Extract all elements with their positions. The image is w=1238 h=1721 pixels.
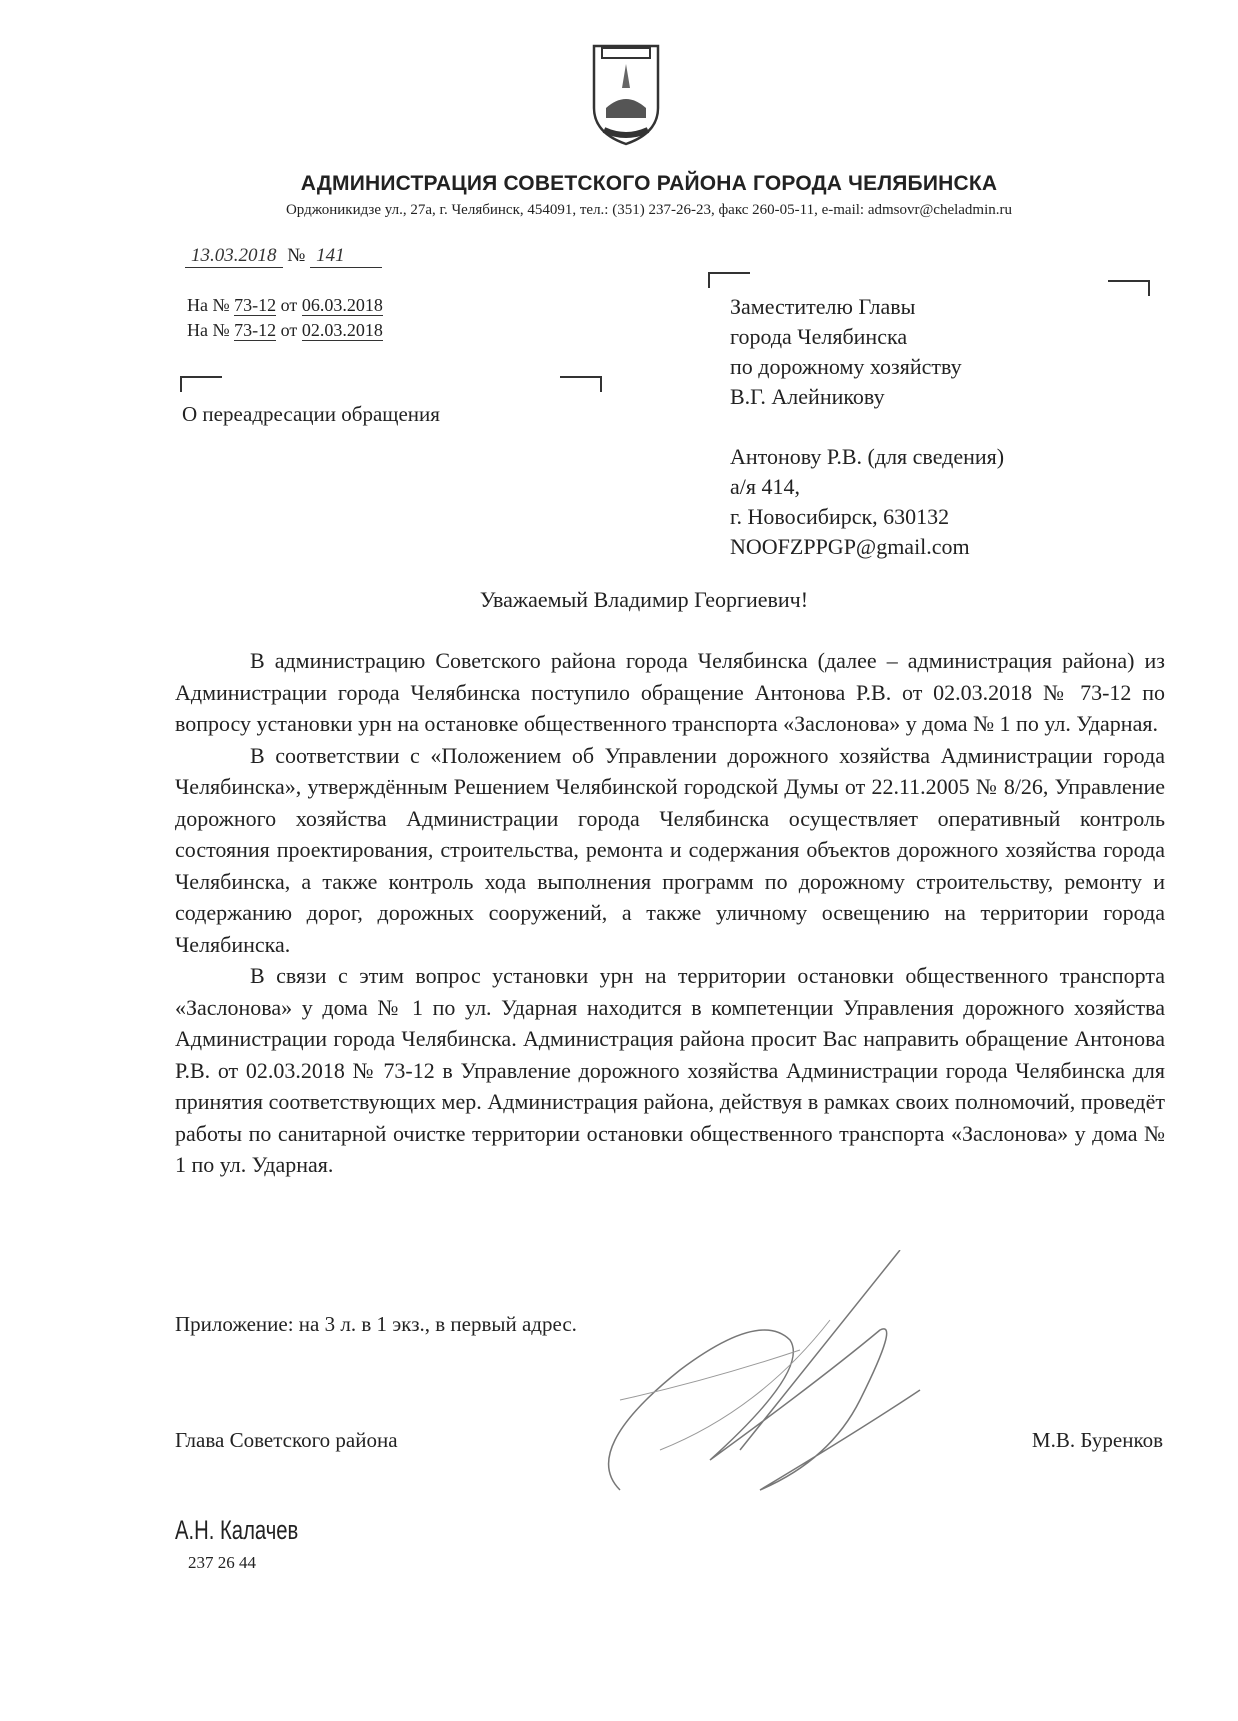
- coat-of-arms-logo: [588, 38, 664, 150]
- organization-title: АДМИНИСТРАЦИЯ СОВЕТСКОГО РАЙОНА ГОРОДА ЧЕЛЯБИНСКА: [300, 172, 998, 195]
- recipient-spacer: [730, 412, 1004, 442]
- registration-number: 141: [310, 245, 382, 268]
- letter-body: [175, 645, 1165, 1181]
- recipient-line: а/я 414,: [730, 474, 800, 499]
- body-paragraph: В связи с этим вопрос установки урн на территории остановки общественного транспорта «Заслонова» у дома № 1 по ул. Ударная находится в компетенции Управления дорожного хозяйства Администрации города Челябинска. Администрация района просит Вас направить обращение Антонова Р.В. от 02.03.2018 № 73-12 в Управление дорожного хозяйства Администрации города Челябинска для принятия соответствующих мер. Администрация района, действуя в рамках своих полномочий, проведёт работы по санитарной очистке территории остановки общественного транспорта «Заслонова» у дома № 1 по ул. Ударная.: [175, 963, 1165, 1177]
- organization-address: Орджоникидзе ул., 27а, г. Челябинск, 454091, тел.: (351) 237-26-23, факс 260-05-11, e-mail: admsovr@cheladmin.ru: [285, 202, 1013, 218]
- ref-number: 73-12: [234, 320, 277, 340]
- corner-mark: [1108, 280, 1150, 296]
- number-label: №: [287, 245, 306, 266]
- recipient-line: г. Новосибирск, 630132: [730, 504, 950, 529]
- ref-date: 02.03.2018: [301, 320, 383, 340]
- greeting: Уважаемый Владимир Георгиевич!: [479, 587, 809, 612]
- reference-line: [187, 295, 383, 316]
- ref-from: от: [280, 295, 298, 315]
- ref-from: от: [280, 320, 298, 340]
- recipient-line: В.Г. Алейникову: [730, 384, 885, 409]
- registration-line: [185, 245, 382, 268]
- ref-prefix: На №: [187, 295, 230, 315]
- recipient-email: NOOFZPPGP@gmail.com: [730, 534, 970, 559]
- body-paragraph: В соответствии с «Положением об Управлении дорожного хозяйства Администрации города Челябинска», утверждённым Решением Челябинской городской Думы от 22.11.2005 № 8/26, Управление дорожного хозяйства Администрации города Челябинска осуществляет оперативный контроль состояния проектирования, строительства, ремонта и содержания объектов дорожного хозяйства города Челябинска, а также контроль хода выполнения программ по дорожному строительству, ремонту и содержанию дорог, дорожных сооружений, а также уличному освещению на территории города Челябинска.: [175, 742, 1165, 957]
- recipient-line: Заместителю Главы: [730, 294, 916, 319]
- attachment-note: Приложение: на 3 л. в 1 экз., в первый адрес.: [175, 1312, 577, 1336]
- body-paragraph: В администрацию Советского района города Челябинска (далее – администрация района) из Администрации города Челябинска поступило обращение Антонова Р.В. от 02.03.2018 № 73-12 по вопросу установки урн на остановке общественного транспорта «Заслонова» у дома № 1 по ул. Ударная.: [175, 648, 1165, 736]
- registration-date: 13.03.2018: [185, 245, 283, 268]
- signatory-name: М.В. Буренков: [1031, 1428, 1163, 1452]
- corner-mark: [560, 376, 602, 392]
- ref-number: 73-12: [234, 295, 277, 315]
- recipient-line: по дорожному хозяйству: [730, 354, 962, 379]
- recipient-line: Антонову Р.В. (для сведения): [730, 444, 1005, 469]
- corner-mark: [708, 272, 750, 288]
- recipients-block: [730, 292, 1004, 562]
- reference-line: [187, 320, 383, 341]
- subject: О переадресации обращения: [182, 402, 440, 426]
- ref-date: 06.03.2018: [301, 295, 383, 315]
- corner-mark: [180, 376, 222, 392]
- ref-prefix: На №: [187, 320, 230, 340]
- executor-name: А.Н. Калачев: [175, 1515, 299, 1545]
- handwritten-signature: [560, 1250, 980, 1510]
- signatory-position: Глава Советского района: [175, 1428, 398, 1452]
- recipient-line: города Челябинска: [730, 324, 908, 349]
- executor-phone: 237 26 44: [188, 1553, 256, 1572]
